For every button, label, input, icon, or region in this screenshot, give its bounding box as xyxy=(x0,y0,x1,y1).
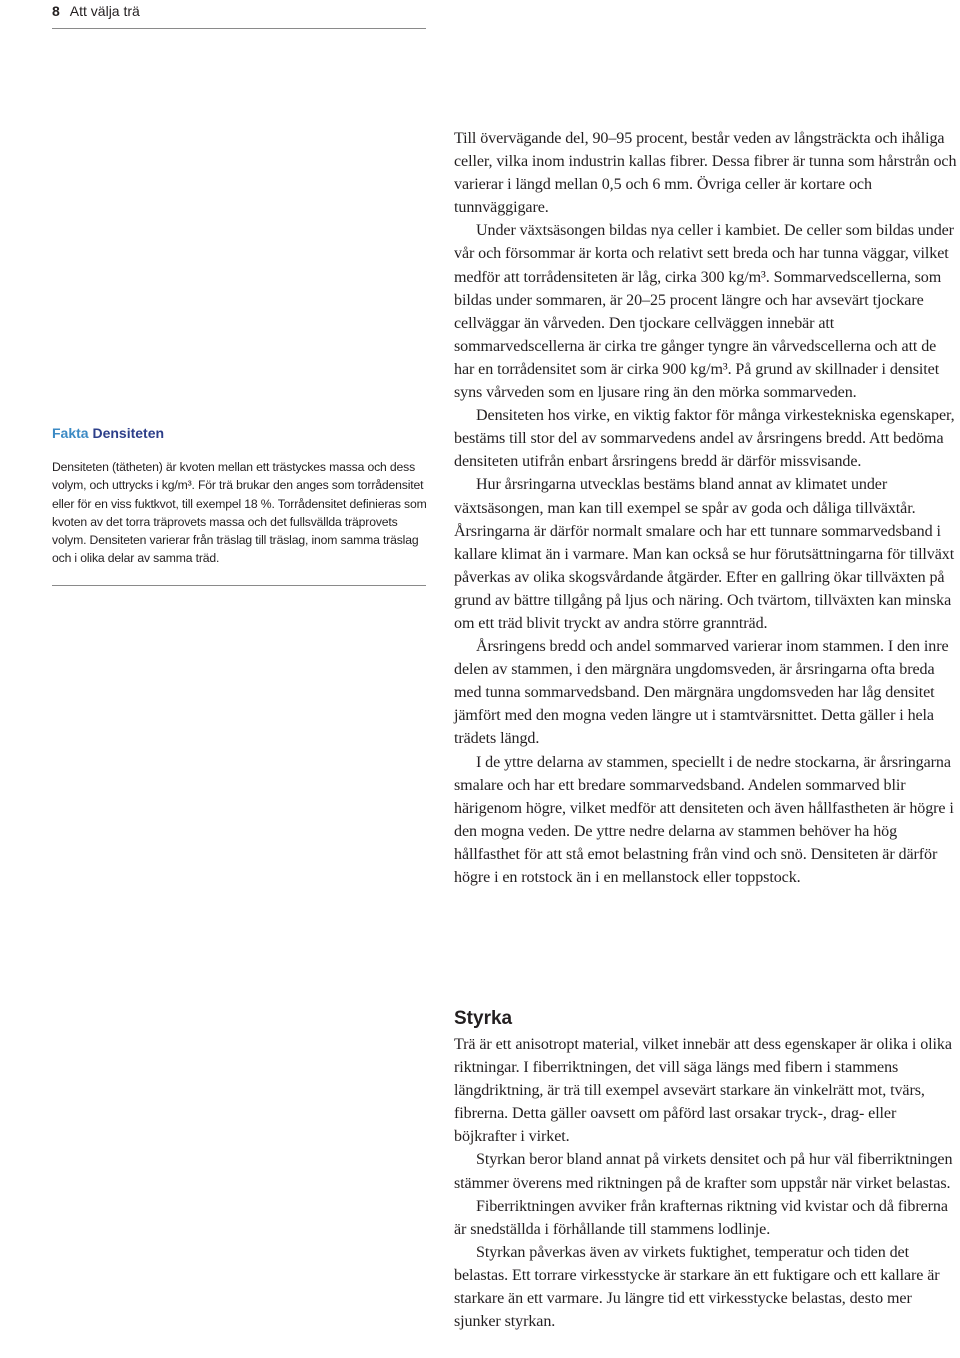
running-title: Att välja trä xyxy=(69,3,140,19)
body-paragraph: Till övervägande del, 90–95 procent, består veden av långsträckta och ihåliga celler, vilka inom industrin kallas fibrer. Dessa fibrer är tunna som hårstrån och varierar i längd mellan 0,5 och 6 mm. Övriga celler är kortare och tunnväggigare. xyxy=(454,130,957,217)
main-text-column xyxy=(454,127,960,889)
body-paragraph: Hur årsringarna utvecklas bestäms bland annat av klimatet under växtsäsongen, man kan till exempel se spår av goda och dåliga tillväxtår. Årsringarna är därför normalt smalare och har ett tunnare sommarvedsband i kallare klimat än i varmare. Man kan också se hur förutsättningarna för tillväxt påverkas av olika skogsvårdande åtgärder. Efter en gallring ökar tillväxten på grund av bättre tillgång på ljus och näring. Och tvärtom, tillväxten kan minska om ett träd blivit tryckt av andra större grannträd. xyxy=(454,476,955,632)
body-paragraph: Styrkan påverkas även av virkets fuktighet, temperatur och tiden det belastas. Ett torrare virkesstycke är starkare än ett fuktigare och ett kallare är starkare än ett varmare. Ju längre tid ett virkesstycke belastas, desto mer sjunker styrkan. xyxy=(454,1243,940,1331)
fakta-box xyxy=(52,424,430,568)
fakta-text: Densiteten (tätheten) är kvoten mellan ett trästyckes massa och dess volym, och uttrycks i kg/m³. För trä brukar den anges som torrådensitet eller för en viss fuktkvot, till exempel 18 %. Torrådensitet definieras som kvoten av det torra träprovets massa och det fullsvällda träprovets volym. Densiteten varierar från träslag till träslag, inom samma träslag och i olika delar av samma träd. xyxy=(52,460,427,566)
body-paragraph: Styrkan beror bland annat på virkets densitet och på hur väl fiberriktningen stämmer överens med riktningen på de krafter som uppstår när virket belastas. xyxy=(454,1151,953,1192)
fakta-heading: Densiteten xyxy=(92,425,165,441)
body-paragraph: Densiteten hos virke, en viktig faktor för många virkestekniska egenskaper, bestäms till stor del av sommarvedens andel av årsringens bredd. Att bedöma densiteten utifrån enbart årsringens bredd är därför missvisande. xyxy=(454,407,955,471)
header-divider xyxy=(52,28,426,29)
running-header xyxy=(52,2,140,20)
body-paragraph: Trä är ett anisotropt material, vilket innebär att dess egenskaper är olika i olika riktningar. I fiberriktningen, det vill säga längs med fibern i stammens längdriktning, är trä till exempel avsevärt starkare än vinkelrätt mot, tvärs, fibrerna. Detta gäller oavsett om påförd last orsakar tryck-, drag- eller böjkrafter i virket. xyxy=(454,1036,952,1146)
styrka-text-column xyxy=(454,1033,960,1333)
section-heading-styrka: Styrka xyxy=(454,1008,513,1029)
fakta-kicker: Fakta xyxy=(52,425,89,441)
body-paragraph: Årsringens bredd och andel sommarved varierar inom stammen. I den inre delen av stammen, i den märgnära ungdomsveden, är årsringarna ofta breda med tunna sommarvedsband. Den märgnära ungdomsveden har låg densitet jämfört med den mogna veden längre ut i stamtvärsnittet. Detta gäller i hela trädets längd. xyxy=(454,638,949,748)
body-paragraph: Under växtsäsongen bildas nya celler i kambiet. De celler som bildas under vår och försommar är korta och relativt sett breda och har tunna väggar, vilket medför att torrådensiteten är låg, cirka 300 kg/m³. Sommarvedscellerna, som bildas under sommaren, är 20–25 procent längre och har avsevärt tjockare cellväggar än vårveden. Den tjockare cellväggen innebär att sommarvedscellerna är cirka tre gånger tyngre än vårvedscellerna och att de har en torrådensitet som är cirka 900 kg/m³. På grund av skillnader i densitet syns vårveden som en ljusare ring än den mörka sommarveden. xyxy=(454,222,954,402)
fakta-box-title xyxy=(52,424,430,442)
page-number: 8 xyxy=(52,3,60,19)
body-paragraph: Fiberriktningen avviker från krafternas riktning vid kvistar och då fibrerna är snedställda i förhållande till stammens lodlinje. xyxy=(454,1197,948,1238)
body-paragraph: I de yttre delarna av stammen, speciellt i de nedre stockarna, är årsringarna smalare och har ett bredare sommarvedsband. Andelen sommarved blir härigenom högre, vilket medför att densiteten och även hållfastheten är högre i den mogna veden. De yttre nedre delarna av stammen behöver ha hög hållfasthet för att stå emot belastning från vind och snö. Densiteten är därför högre i en rotstock än i en mellanstock eller toppstock. xyxy=(454,753,954,886)
fakta-divider xyxy=(52,585,426,586)
